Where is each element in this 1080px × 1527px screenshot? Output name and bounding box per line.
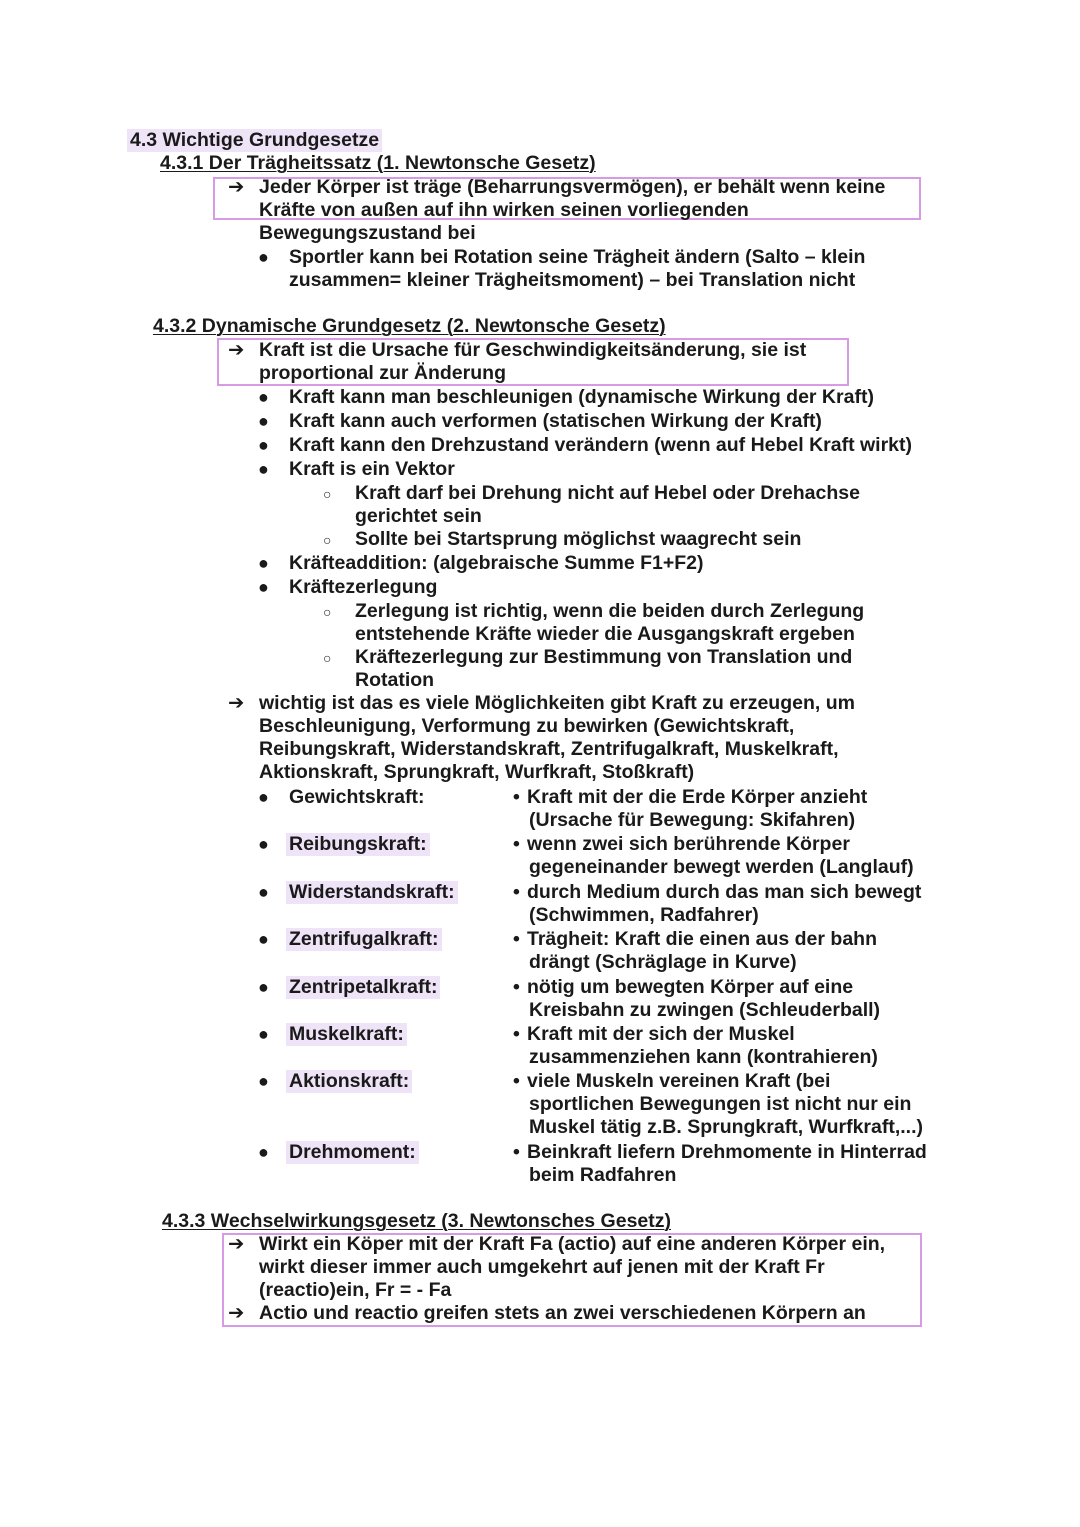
text-line: Reibungskraft, Widerstandskraft, Zentrifugalkraft, Muskelkraft,	[259, 738, 839, 760]
bullet-icon: ●	[258, 247, 269, 267]
force-desc: wenn zwei sich berührende Körper	[527, 833, 850, 855]
bullet-icon: ●	[258, 1142, 269, 1162]
bullet-dot-icon: •	[513, 1141, 520, 1163]
text-line: wichtig ist das es viele Möglichkeiten gibt Kraft zu erzeugen, um	[259, 692, 855, 714]
force-desc: (Ursache für Bewegung: Skifahren)	[529, 809, 856, 831]
text-line: Actio und reactio greifen stets an zwei verschiedenen Körpern an	[259, 1302, 866, 1324]
text-line: entstehende Kräfte wieder die Ausgangskraft ergeben	[355, 623, 855, 645]
text-line: Kräftezerlegung zur Bestimmung von Translation und	[355, 646, 853, 668]
arrow-icon: ➔	[228, 1233, 245, 1255]
text-line: zusammen= kleiner Trägheitsmoment) – bei Translation nicht	[289, 269, 856, 291]
text-line: Kräfteaddition: (algebraische Summe F1+F2)	[289, 552, 704, 574]
text-line: Kraft kann den Drehzustand verändern (wenn auf Hebel Kraft wirkt)	[289, 434, 913, 456]
force-desc: gegeneinander bewegt werden (Langlauf)	[529, 856, 914, 878]
text-line: Kraft darf bei Drehung nicht auf Hebel oder Drehachse	[355, 482, 860, 504]
bullet-icon: ●	[258, 977, 269, 997]
arrow-icon: ➔	[228, 692, 245, 714]
circle-bullet-icon: ○	[323, 650, 332, 666]
arrow-icon: ➔	[228, 339, 245, 361]
bullet-dot-icon: •	[513, 928, 520, 950]
bullet-dot-icon: •	[513, 881, 520, 903]
text-line: (reactio)ein, Fr = - Fa	[259, 1279, 452, 1301]
heading-4-3-3: 4.3.3 Wechselwirkungsgesetz (3. Newtonsches Gesetz)	[162, 1210, 671, 1232]
circle-bullet-icon: ○	[323, 486, 332, 502]
bullet-icon: ●	[258, 387, 269, 407]
text-line: Sportler kann bei Rotation seine Trägheit ändern (Salto – klein	[289, 246, 866, 268]
bullet-dot-icon: •	[513, 786, 520, 808]
bullet-icon: ●	[258, 577, 269, 597]
force-desc: zusammenziehen kann (kontrahieren)	[529, 1046, 878, 1068]
bullet-icon: ●	[258, 411, 269, 431]
force-desc: beim Radfahren	[529, 1164, 677, 1186]
force-term: Muskelkraft:	[286, 1023, 407, 1046]
force-desc: Beinkraft liefern Drehmomente in Hinterrad	[527, 1141, 927, 1163]
force-term: Gewichtskraft:	[289, 786, 425, 808]
bullet-icon: ●	[258, 553, 269, 573]
text-line: Kraft kann auch verformen (statischen Wirkung der Kraft)	[289, 410, 822, 432]
force-desc: Kraft mit der sich der Muskel	[527, 1023, 795, 1045]
force-desc: Muskel tätig z.B. Sprungkraft, Wurfkraft,...)	[529, 1116, 924, 1138]
force-term: Aktionskraft:	[286, 1070, 412, 1093]
text-line: proportional zur Änderung	[259, 362, 506, 384]
text-line: Kraft is ein Vektor	[289, 458, 455, 480]
force-term: Zentrifugalkraft:	[286, 928, 442, 951]
text-line: Aktionskraft, Sprungkraft, Wurfkraft, Stoßkraft)	[259, 761, 695, 783]
text-line: gerichtet sein	[355, 505, 482, 527]
heading-4-3-1: 4.3.1 Der Trägheitssatz (1. Newtonsche Gesetz)	[160, 152, 596, 174]
force-desc: (Schwimmen, Radfahrer)	[529, 904, 759, 926]
section-title: 4.3 Wichtige Grundgesetze	[127, 129, 382, 152]
text-line: Bewegungszustand bei	[259, 222, 476, 244]
force-term: Widerstandskraft:	[286, 881, 458, 904]
force-desc: Kraft mit der die Erde Körper anzieht	[527, 786, 868, 808]
text-line: Rotation	[355, 669, 435, 691]
force-desc: drängt (Schräglage in Kurve)	[529, 951, 797, 973]
text-line: Kräftezerlegung	[289, 576, 438, 598]
text-line: Kräfte von außen auf ihn wirken seinen vorliegenden	[259, 199, 749, 221]
text-line: wirkt dieser immer auch umgekehrt auf jenen mit der Kraft Fr	[259, 1256, 825, 1278]
text-line: Zerlegung ist richtig, wenn die beiden durch Zerlegung	[355, 600, 865, 622]
bullet-icon: ●	[258, 1024, 269, 1044]
bullet-icon: ●	[258, 834, 269, 854]
bullet-dot-icon: •	[513, 1070, 520, 1092]
force-desc: durch Medium durch das man sich bewegt	[527, 881, 922, 903]
circle-bullet-icon: ○	[323, 604, 332, 620]
force-desc: Kreisbahn zu zwingen (Schleuderball)	[529, 999, 881, 1021]
force-desc: viele Muskeln vereinen Kraft (bei	[527, 1070, 831, 1092]
text-line: Sollte bei Startsprung möglichst waagrecht sein	[355, 528, 802, 550]
text-line: Kraft ist die Ursache für Geschwindigkeitsänderung, sie ist	[259, 339, 807, 361]
text-line: Beschleunigung, Verformung zu bewirken (Gewichtskraft,	[259, 715, 795, 737]
bullet-icon: ●	[258, 787, 269, 807]
text-line: Wirkt ein Köper mit der Kraft Fa (actio) auf eine anderen Körper ein,	[259, 1233, 886, 1255]
bullet-icon: ●	[258, 929, 269, 949]
force-desc: sportlichen Bewegungen ist nicht nur ein	[529, 1093, 912, 1115]
arrow-icon: ➔	[228, 176, 245, 198]
bullet-dot-icon: •	[513, 976, 520, 998]
bullet-icon: ●	[258, 435, 269, 455]
force-desc: Trägheit: Kraft die einen aus der bahn	[527, 928, 877, 950]
force-term: Reibungskraft:	[286, 833, 430, 856]
bullet-dot-icon: •	[513, 833, 520, 855]
arrow-icon: ➔	[228, 1302, 245, 1324]
force-desc: nötig um bewegten Körper auf eine	[527, 976, 854, 998]
heading-4-3-2: 4.3.2 Dynamische Grundgesetz (2. Newtonsche Gesetz)	[153, 315, 666, 337]
bullet-dot-icon: •	[513, 1023, 520, 1045]
text-line: Kraft kann man beschleunigen (dynamische Wirkung der Kraft)	[289, 386, 874, 408]
bullet-icon: ●	[258, 459, 269, 479]
bullet-icon: ●	[258, 882, 269, 902]
circle-bullet-icon: ○	[323, 532, 332, 548]
force-term: Zentripetalkraft:	[286, 976, 440, 999]
text-line: Jeder Körper ist träge (Beharrungsvermögen), er behält wenn keine	[259, 176, 886, 198]
bullet-icon: ●	[258, 1071, 269, 1091]
force-term: Drehmoment:	[286, 1141, 419, 1164]
